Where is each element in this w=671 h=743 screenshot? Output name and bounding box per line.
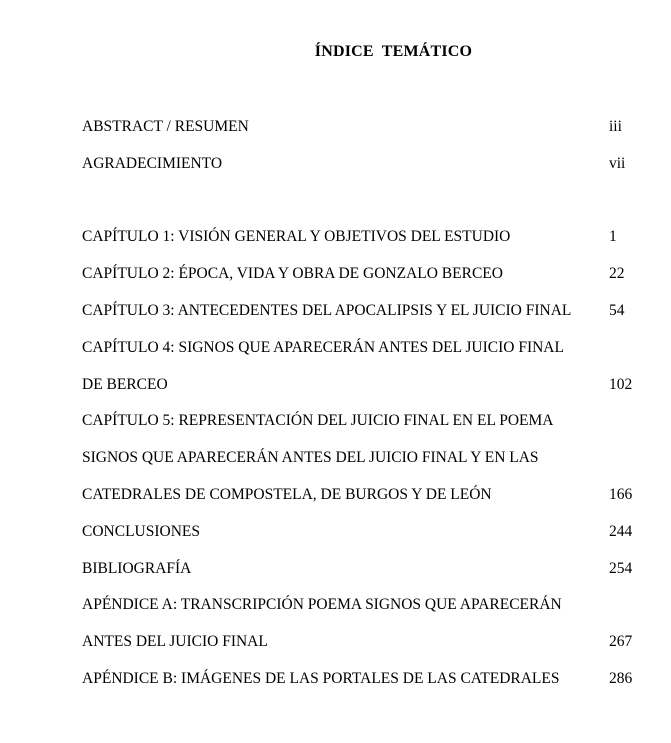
toc-entry-page: vii: [609, 155, 626, 172]
toc-entry-page: 286: [609, 670, 633, 687]
toc-entry-text: AGRADECIMIENTO: [82, 155, 223, 172]
toc-entry-text: ABSTRACT / RESUMEN: [82, 118, 249, 135]
page-title: ÍNDICE TEMÁTICO: [314, 43, 473, 60]
toc-entry-page: 22: [609, 265, 625, 282]
toc-entry-text: APÉNDICE A: TRANSCRIPCIÓN POEMA SIGNOS QUE APARECERÁN: [82, 596, 562, 613]
toc-entry-text: ANTES DEL JUICIO FINAL: [82, 633, 268, 650]
toc-entry-capitulo-5-cont-1: [82, 446, 642, 470]
toc-entry-page: 166: [609, 486, 633, 503]
toc-entry-capitulo-5: [82, 409, 642, 433]
toc-entry-text: CAPÍTULO 2: ÉPOCA, VIDA Y OBRA DE GONZALO BERCEO: [82, 265, 503, 282]
toc-entry-capitulo-4: [82, 336, 642, 360]
toc-entry-text: CONCLUSIONES: [82, 523, 200, 540]
toc-entry-capitulo-1: [82, 225, 642, 249]
toc-entry-bibliografia: [82, 557, 642, 581]
toc-entry-page: 254: [609, 560, 633, 577]
toc-entry-text: CAPÍTULO 5: REPRESENTACIÓN DEL JUICIO FINAL EN EL POEMA: [82, 412, 554, 429]
toc-entry-capitulo-2: [82, 262, 642, 286]
toc-entry-apendice-a: [82, 593, 642, 617]
toc-entry-capitulo-3: [82, 299, 642, 323]
toc-entry-text: CAPÍTULO 1: VISIÓN GENERAL Y OBJETIVOS DEL ESTUDIO: [82, 228, 511, 245]
toc-entry-conclusiones: [82, 520, 642, 544]
toc-entry-page: 1: [609, 228, 617, 245]
toc-entry-abstract: [82, 115, 642, 139]
toc-entry-text: APÉNDICE B: IMÁGENES DE LAS PORTALES DE LAS CATEDRALES: [82, 670, 560, 687]
toc-entry-page: 54: [609, 302, 625, 319]
toc-entry-page: 102: [609, 376, 633, 393]
toc-entry-text: SIGNOS QUE APARECERÁN ANTES DEL JUICIO FINAL Y EN LAS: [82, 449, 539, 466]
toc-entry-capitulo-5-cont-2: [82, 483, 642, 507]
toc-entry-apendice-b: [82, 667, 642, 691]
toc-entry-apendice-a-cont: [82, 630, 642, 654]
toc-entry-agradecimiento: [82, 152, 642, 176]
toc-entry-page: 244: [609, 523, 633, 540]
toc-entry-text: CAPÍTULO 4: SIGNOS QUE APARECERÁN ANTES DEL JUICIO FINAL: [82, 339, 564, 356]
toc-entry-text: CAPÍTULO 3: ANTECEDENTES DEL APOCALIPSIS Y EL JUICIO FINAL: [82, 302, 572, 319]
toc-entry-text: BIBLIOGRAFÍA: [82, 560, 192, 577]
toc-entry-page: 267: [609, 633, 633, 650]
toc-entry-text: DE BERCEO: [82, 376, 168, 393]
toc-entry-text: CATEDRALES DE COMPOSTELA, DE BURGOS Y DE LEÓN: [82, 486, 492, 503]
toc-entry-page: iii: [609, 118, 622, 135]
toc-entry-capitulo-4-cont: [82, 373, 642, 397]
